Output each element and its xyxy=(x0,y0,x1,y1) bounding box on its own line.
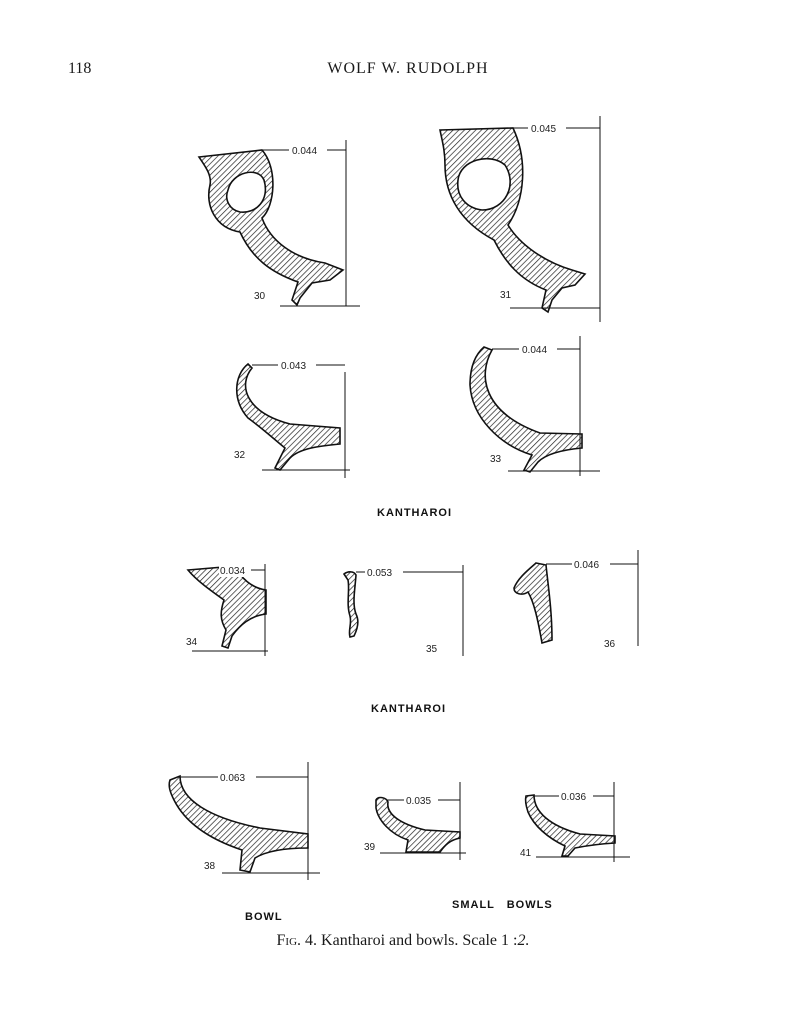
profile-38-section xyxy=(169,776,308,872)
profile-30-section xyxy=(199,150,343,305)
profile-30 xyxy=(199,140,360,306)
profile-38-dimension: 0.063 xyxy=(220,773,246,784)
caption-text: Kantharoi and bowls. xyxy=(321,932,459,949)
profile-31-dimension: 0.045 xyxy=(531,124,557,135)
running-head: WOLF W. RUDOLPH xyxy=(327,60,489,77)
profile-33-number: 33 xyxy=(490,454,502,465)
profile-32-number: 32 xyxy=(234,450,246,461)
profile-36 xyxy=(514,550,638,650)
profile-30-dimension: 0.044 xyxy=(292,146,318,157)
profile-34-dimension: 0.034 xyxy=(220,566,246,577)
group-label-bowl: BOWL xyxy=(245,911,283,923)
profile-33 xyxy=(470,336,600,476)
profile-41-section xyxy=(526,795,615,856)
profile-36-number: 36 xyxy=(604,639,616,650)
profile-36-dimension: 0.046 xyxy=(574,560,600,571)
caption-scale-value: 2. xyxy=(517,932,530,949)
profile-41 xyxy=(520,782,630,862)
profile-41-number: 41 xyxy=(520,848,532,859)
profile-31 xyxy=(440,116,600,322)
profile-35-dimension: 0.053 xyxy=(367,568,393,579)
page-number: 118 xyxy=(68,60,92,77)
figure-caption xyxy=(0,932,806,950)
profile-35 xyxy=(344,565,463,656)
profile-31-number: 31 xyxy=(500,290,512,301)
profile-38-number: 38 xyxy=(204,861,216,872)
profile-34-number: 34 xyxy=(186,637,198,648)
group-label-small-bowls: SMALL BOWLS xyxy=(452,899,553,911)
profile-32-section xyxy=(237,364,340,470)
profile-39-dimension: 0.035 xyxy=(406,796,432,807)
profile-33-section xyxy=(470,347,582,472)
group-label-kantharoi-1: KANTHAROI xyxy=(377,507,452,519)
profile-35-section xyxy=(344,572,358,637)
profile-39-number: 39 xyxy=(364,842,376,853)
profile-35-number: 35 xyxy=(426,644,438,655)
profile-30-number: 30 xyxy=(254,291,266,302)
profile-31-section xyxy=(440,128,585,312)
profile-39 xyxy=(364,782,466,860)
profile-32-dimension: 0.043 xyxy=(281,361,307,372)
profile-33-dimension: 0.044 xyxy=(522,345,548,356)
profile-36-section xyxy=(514,563,552,643)
profile-34-section xyxy=(188,566,266,648)
caption-fig-prefix: Fig. xyxy=(276,932,302,949)
group-label-kantharoi-2: KANTHAROI xyxy=(371,703,446,715)
profile-34 xyxy=(186,564,268,656)
profile-32 xyxy=(234,358,350,478)
caption-scale-label: Scale 1 : xyxy=(462,932,518,949)
profile-38 xyxy=(169,762,320,880)
profile-41-dimension: 0.036 xyxy=(561,792,587,803)
caption-fig-number: 4. xyxy=(305,932,318,949)
